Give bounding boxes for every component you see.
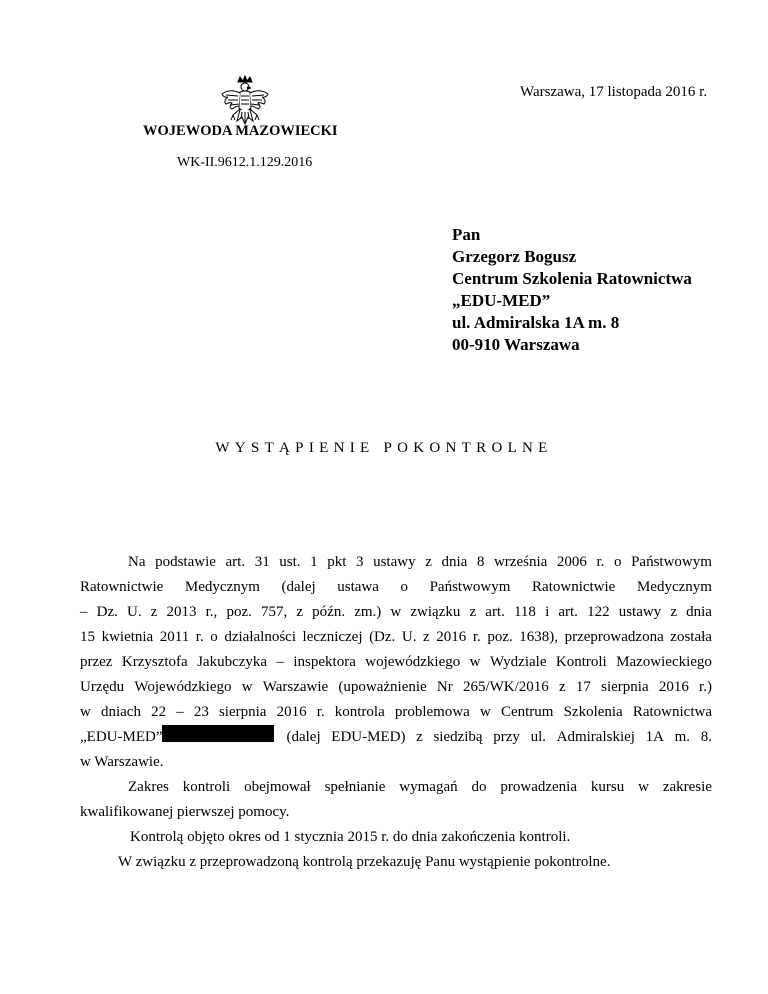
body-line	[80, 850, 712, 875]
body-word: ustawa	[337, 579, 379, 595]
body-word: wymagań	[399, 779, 458, 795]
body-word: Państwowym	[631, 554, 712, 570]
body-word: 118	[513, 604, 536, 620]
recipient-street: ul. Admiralska 1A m. 8	[452, 313, 620, 332]
body-word: z	[150, 604, 158, 620]
body-word: 1	[310, 554, 318, 570]
body-word: do	[471, 779, 487, 795]
body-word: 2011	[159, 629, 190, 645]
body-word: r.	[195, 629, 204, 645]
body-line	[80, 625, 712, 650]
body-line-rest	[286, 725, 712, 750]
body-word: zakresie	[662, 779, 712, 795]
body-word: kwietnia	[101, 629, 154, 645]
body-word: dnia	[686, 604, 712, 620]
document-date: Warszawa, 17 listopada 2016 r.	[520, 84, 708, 100]
issuing-authority: WOJEWODA MAZOWIECKI	[143, 123, 338, 139]
body-word: art.	[225, 554, 246, 570]
body-word: poz.	[487, 629, 513, 645]
body-word: 8.	[700, 729, 712, 745]
body-word: Warszawie	[262, 679, 329, 695]
body-word: spełnianie	[324, 779, 386, 795]
body-word: 15	[80, 629, 95, 645]
body-word: obejmował	[244, 779, 311, 795]
body-word: kontroli	[182, 779, 231, 795]
body-word: EDU-MED)	[331, 729, 406, 745]
body-word: Medycznym	[184, 579, 260, 595]
body-word: 2016	[436, 629, 467, 645]
body-line	[80, 675, 712, 700]
document-body	[80, 550, 712, 875]
body-word: z	[425, 554, 432, 570]
body-word: 2016	[276, 704, 307, 720]
body-word: pkt	[327, 554, 347, 570]
body-word: zm.)	[354, 604, 382, 620]
body-word: z	[469, 604, 477, 620]
body-word: 2013	[166, 604, 197, 620]
body-word: Urzędu	[80, 679, 125, 695]
body-word: siedzibą	[433, 729, 483, 745]
body-word: Nr	[436, 679, 453, 695]
body-word: leczniczej	[302, 629, 363, 645]
body-word: w	[638, 779, 649, 795]
body-word: w	[241, 679, 253, 695]
body-line	[80, 575, 712, 600]
body-word: (dalej	[286, 729, 321, 745]
body-word: dnia	[441, 554, 468, 570]
body-line	[80, 800, 712, 825]
body-word: 757,	[260, 604, 288, 620]
recipient-address	[452, 224, 692, 356]
body-word: ust.	[279, 554, 301, 570]
body-word: ul.	[530, 729, 546, 745]
body-word: podstawie	[155, 554, 216, 570]
body-word: działalności	[224, 629, 296, 645]
body-word: (dalej	[281, 579, 316, 595]
body-line-redacted	[80, 725, 712, 750]
body-word: w	[479, 704, 491, 720]
body-word: poz.	[226, 604, 252, 620]
body-word: 2016	[658, 679, 689, 695]
body-word: Medycznym	[636, 579, 712, 595]
body-line	[80, 600, 712, 625]
recipient-salutation: Pan	[452, 225, 481, 244]
body-word: Na	[128, 554, 146, 570]
body-word: –	[176, 704, 184, 720]
body-word: przy	[493, 729, 520, 745]
recipient-name: Grzegorz Bogusz	[452, 247, 577, 266]
body-line	[80, 825, 712, 850]
body-word: ustawy	[618, 604, 662, 620]
body-word: kursu	[590, 779, 625, 795]
body-word: 3	[356, 554, 364, 570]
body-word: 17	[575, 679, 591, 695]
body-word: art.	[485, 604, 505, 620]
body-word: Mazowieckiego	[616, 654, 712, 670]
body-word: Wydziale	[489, 654, 547, 670]
body-word: art.	[558, 604, 578, 620]
body-word: –	[80, 604, 88, 620]
body-word: 1A	[645, 729, 664, 745]
body-word: o	[400, 579, 408, 595]
body-word: Jakubczyka	[197, 654, 268, 670]
body-word: przeprowadzona	[564, 629, 664, 645]
body-word: z	[296, 604, 304, 620]
body-line	[80, 550, 712, 575]
body-line	[80, 700, 712, 725]
body-word: prowadzenia	[500, 779, 578, 795]
body-word: ustawy	[373, 554, 416, 570]
body-word: 31	[254, 554, 270, 570]
body-word: z	[416, 729, 423, 745]
body-word: r.,	[205, 604, 218, 620]
body-line	[80, 750, 712, 775]
body-word: r.)	[699, 679, 712, 695]
body-word: Dz.	[96, 604, 118, 620]
body-word: Ratownictwie	[532, 579, 616, 595]
body-word: Szkolenia	[563, 704, 623, 720]
document-title: WYSTĄPIENIE POKONTROLNE	[215, 440, 553, 456]
body-word: 2006	[556, 554, 587, 570]
body-word: związku	[410, 604, 461, 620]
body-word: inspektora	[293, 654, 356, 670]
body-word: dniach	[100, 704, 141, 720]
recipient-organization-short: „EDU-MED”	[452, 291, 551, 310]
body-word: 23	[193, 704, 209, 720]
body-word: r.	[596, 554, 605, 570]
recipient-city: 00-910 Warszawa	[452, 335, 580, 354]
body-word: Krzysztofa	[121, 654, 188, 670]
body-word: sierpnia	[218, 704, 267, 720]
body-word: r.	[472, 629, 481, 645]
body-word: i	[545, 604, 550, 620]
body-word: z	[423, 629, 430, 645]
body-word: Wojewódzkiego	[134, 679, 232, 695]
body-line	[80, 650, 712, 675]
reference-number: WK-II.9612.1.129.2016	[177, 155, 313, 170]
body-word: w	[390, 604, 402, 620]
body-word: o	[210, 629, 218, 645]
body-word: Zakres	[128, 779, 169, 795]
recipient-organization: Centrum Szkolenia Ratownictwa	[452, 269, 692, 288]
body-line	[80, 775, 712, 800]
body-word: z	[559, 679, 566, 695]
body-word: Kontroli	[555, 654, 607, 670]
body-word: „EDU-MED”	[80, 729, 163, 745]
body-word: późn.	[312, 604, 346, 620]
body-word: 22	[151, 704, 167, 720]
body-word: U.	[401, 629, 417, 645]
body-word: –	[276, 654, 284, 670]
body-word: wojewódzkiego	[365, 654, 461, 670]
body-word: (upoważnienie	[338, 679, 427, 695]
body-word: kontrola	[334, 704, 385, 720]
redaction-block	[162, 725, 274, 742]
body-text: kwalifikowanej pierwszej pomocy.	[80, 804, 290, 820]
body-word: została	[670, 629, 712, 645]
body-word: z	[670, 604, 677, 620]
body-word: problemowa	[394, 704, 470, 720]
body-word: U.	[127, 604, 142, 620]
body-word: 265/WK/2016	[462, 679, 549, 695]
body-word: m.	[674, 729, 691, 745]
body-word: Admiralskiej	[556, 729, 635, 745]
body-word: przez	[80, 654, 113, 670]
body-text: W związku z przeprowadzoną kontrolą przekazuję Panu wystąpienie pokontrolne.	[118, 854, 611, 870]
body-word: 8	[476, 554, 485, 570]
body-word: Centrum	[500, 704, 554, 720]
body-word: 1638),	[519, 629, 559, 645]
body-word: Ratownictwie	[80, 579, 164, 595]
body-word: sierpnia	[601, 679, 649, 695]
body-word: (Dz.	[369, 629, 396, 645]
body-text: w Warszawie.	[80, 754, 164, 770]
body-word: września	[493, 554, 548, 570]
body-word: w	[469, 654, 481, 670]
body-text: Kontrolą objęto okres od 1 stycznia 2015 r. do dnia zakończenia kontroli.	[130, 829, 571, 845]
body-word: 122	[587, 604, 610, 620]
body-word: Państwowym	[429, 579, 511, 595]
polish-eagle-emblem-icon	[218, 74, 272, 130]
body-word: w	[80, 704, 91, 720]
body-word: r.	[316, 704, 325, 720]
body-word: Ratownictwa	[632, 704, 712, 720]
body-word: o	[613, 554, 622, 570]
